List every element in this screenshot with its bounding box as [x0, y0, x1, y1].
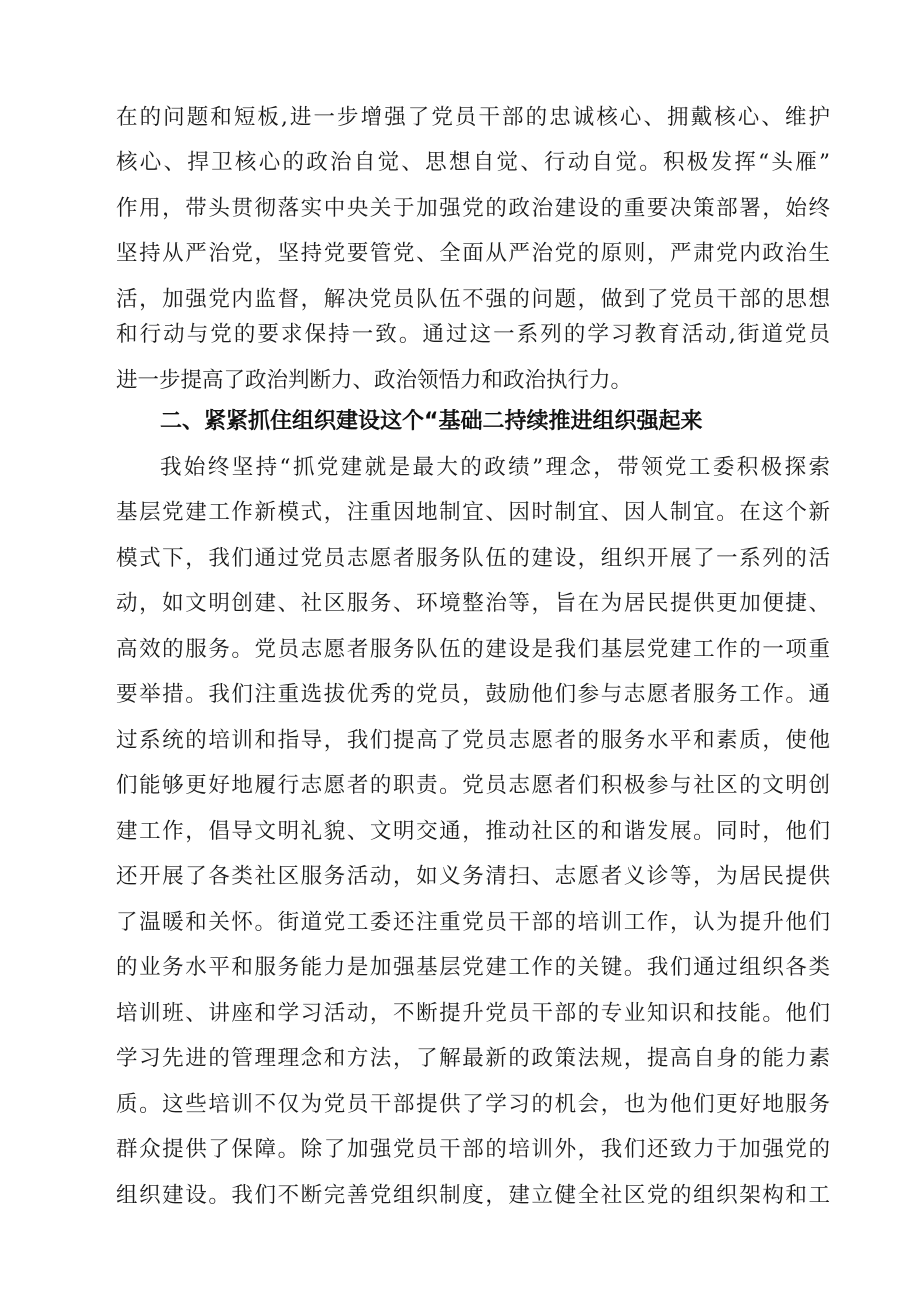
paragraph-line: 模式下，我们通过党员志愿者服务队伍的建设，组织开展了一系列的活 — [116, 546, 830, 571]
paragraph-line: 基层党建工作新模式，注重因地制宜、因时制宜、因人制宜。在这个新 — [116, 500, 830, 525]
paragraph-line: 还开展了各类社区服务活动，如义务清扫、志愿者义诊等，为居民提供 — [116, 864, 830, 889]
paragraph-line: 过系统的培训和指导，我们提高了党员志愿者的服务水平和素质，使他 — [116, 728, 830, 753]
paragraph-line: 学习先进的管理理念和方法，了解最新的政策法规，提高自身的能力素 — [116, 1046, 830, 1071]
paragraph-line: 建工作，倡导文明礼貌、文明交通，推动社区的和谐发展。同时，他们 — [116, 819, 830, 844]
paragraph-line: 我始终坚持“抓党建就是最大的政绩”理念，带领党工委积极探索 — [160, 455, 830, 480]
paragraph-line: 了温暖和关怀。街道党工委还注重党员干部的培训工作，认为提升他们 — [116, 910, 830, 935]
paragraph-line: 动，如文明创建、社区服务、环境整治等，旨在为居民提供更加便捷、 — [116, 591, 830, 616]
paragraph-line: 作用，带头贯彻落实中央关于加强党的政治建设的重要决策部署，始终 — [116, 196, 830, 221]
section-heading: 二、紧紧抓住组织建设这个“基础二持续推进组织强起来 — [160, 409, 703, 434]
paragraph-line: 核心、捍卫核心的政治自觉、思想自觉、行动自觉。积极发挥“头雁” — [116, 150, 830, 175]
paragraph-line: 群众提供了保障。除了加强党员干部的培训外，我们还致力于加强党的 — [116, 1137, 830, 1162]
paragraph-line: 要举措。我们注重选拔优秀的党员，鼓励他们参与志愿者服务工作。通 — [116, 682, 830, 707]
paragraph-line: 高效的服务。党员志愿者服务队伍的建设是我们基层党建工作的一项重 — [116, 637, 830, 662]
paragraph-line: 进一步提高了政治判断力、政治领悟力和政治执行力。 — [116, 368, 633, 393]
paragraph-line: 活，加强党内监督，解决党员队伍不强的问题，做到了党员干部的思想 — [116, 287, 830, 312]
paragraph-line: 在的问题和短板,进一步增强了党员干部的忠诚核心、拥戴核心、维护 — [116, 105, 830, 130]
paragraph-line: 培训班、讲座和学习活动，不断提升党员干部的专业知识和技能。他们 — [116, 1001, 830, 1026]
paragraph-line: 质。这些培训不仅为党员干部提供了学习的机会，也为他们更好地服务 — [116, 1092, 830, 1117]
paragraph-line: 坚持从严治党，坚持党要管党、全面从严治党的原则，严肃党内政治生 — [116, 241, 830, 266]
paragraph-line: 们能够更好地履行志愿者的职责。党员志愿者们积极参与社区的文明创 — [116, 773, 830, 798]
paragraph-line: 组织建设。我们不断完善党组织制度，建立健全社区党的组织架构和工 — [116, 1183, 830, 1208]
paragraph-line: 和行动与党的要求保持一致。通过这一系列的学习教育活动,街道党员 — [116, 322, 830, 347]
paragraph-line: 的业务水平和服务能力是加强基层党建工作的关键。我们通过组织各类 — [116, 955, 830, 980]
